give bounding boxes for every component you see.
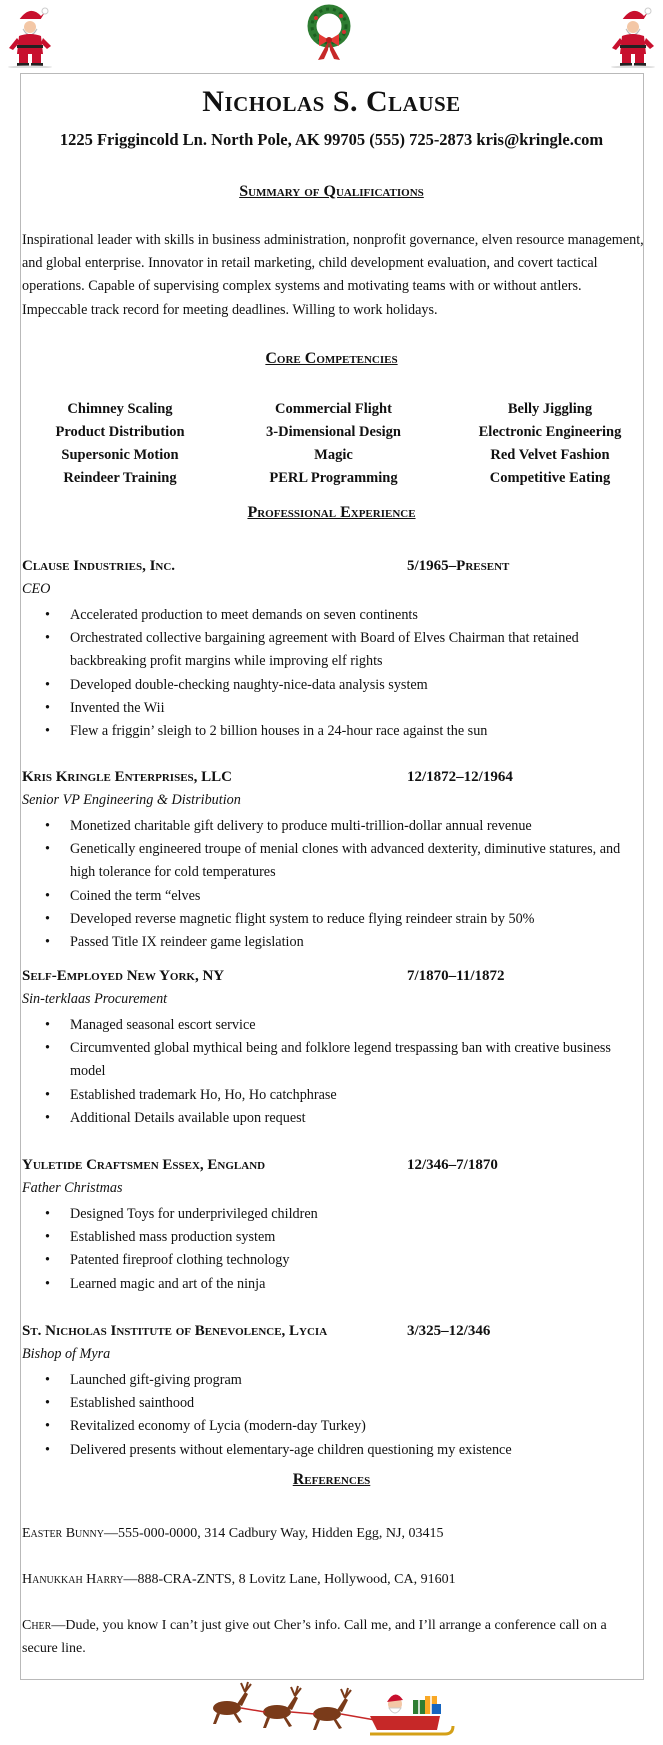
competency-item: Competitive Eating (489, 470, 611, 486)
competency-item: Electronic Engineering (478, 424, 622, 440)
santa-right-icon (608, 2, 658, 68)
job-bullet: • Learned magic and art of the ninja (70, 1273, 644, 1296)
sleigh-reindeer-icon (205, 1678, 475, 1743)
job-title: Senior VP Engineering & Distribution (22, 792, 241, 808)
job-bullet: • Flew a friggin’ sleigh to 2 billion houses in a 24-hour race against the sun (70, 720, 644, 743)
job-dates: 5/1965–Present (407, 558, 510, 574)
job-bullet: • Established sainthood (70, 1392, 644, 1415)
reference-name: Easter Bunny (22, 1526, 104, 1541)
job-title: CEO (22, 581, 51, 597)
job-bullet: • Accelerated production to meet demands on seven continents (70, 604, 644, 627)
job-title: Father Christmas (22, 1180, 123, 1196)
job-bullet: • Established mass production system (70, 1226, 644, 1249)
job-bullet: • Additional Details available upon request (70, 1107, 644, 1130)
competencies-heading: Core Competencies (265, 350, 398, 367)
job-bullet: • Managed seasonal escort service (70, 1014, 644, 1037)
references-heading: References (292, 1471, 371, 1488)
competency-item: 3-Dimensional Design (266, 424, 401, 440)
competency-item: Red Velvet Fashion (490, 447, 610, 463)
summary-heading: Summary of Qualifications (239, 183, 424, 200)
reference-name: Hanukkah Harry (22, 1572, 124, 1587)
job-bullet: • Launched gift-giving program (70, 1369, 644, 1392)
job-bullet: • Monetized charitable gift delivery to produce multi-trillion-dollar annual revenue (70, 815, 644, 838)
job-bullet: • Delivered presents without elementary-age children questioning my existence (70, 1439, 644, 1462)
reference-entry (22, 1568, 642, 1591)
job-dates: 12/346–7/1870 (407, 1157, 498, 1173)
summary-paragraph: Inspirational leader with skills in business administration, nonprofit governance, elven resource management, and global enterprise. Innovator in retail marketing, child development evaluation, and covert tactical operations. Capable of supervising complex systems and motivating teams with or without antlers. Impeccable track record for meeting deadlines. Willing to work holidays. (22, 232, 644, 318)
job-bullet: • Developed reverse magnetic flight system to reduce flying reindeer strain by 50% (70, 908, 644, 931)
job-bullet: • Patented fireproof clothing technology (70, 1249, 644, 1272)
job-bullets (22, 815, 644, 954)
job-bullet: • Coined the term “elves (70, 885, 644, 908)
reference-name: Cher (22, 1618, 52, 1633)
reference-details: —Dude, you know I can’t just give out Cher’s info. Call me, and I’ll arrange a conference call on a secure line. (22, 1618, 607, 1656)
competency-item: Chimney Scaling (67, 401, 173, 417)
competencies-column-2 (246, 398, 421, 490)
competencies-column-3 (465, 398, 635, 490)
reference-details: —888-CRA-ZNTS, 8 Lovitz Lane, Hollywood, CA, 91601 (123, 1572, 456, 1587)
competency-item: Product Distribution (55, 424, 185, 440)
job-company: Kris Kringle Enterprises, LLC (22, 769, 233, 785)
contact-line: 1225 Friggincold Ln. North Pole, AK 99705 (555) 725-2873 kris@kringle.com (59, 130, 604, 149)
job-company: Self-Employed New York, NY (22, 968, 225, 984)
job-company: Clause Industries, Inc. (22, 558, 176, 574)
reference-entry (22, 1614, 642, 1660)
wreath-icon (306, 4, 352, 64)
job-bullet: • Orchestrated collective bargaining agreement with Board of Elves Chairman that retained backbreaking profit margins while improving elf rights (70, 627, 644, 673)
job-dates: 12/1872–12/1964 (407, 769, 513, 785)
competencies-column-1 (45, 398, 195, 490)
job-bullet: • Designed Toys for underprivileged children (70, 1203, 644, 1226)
competency-item: Supersonic Motion (61, 447, 179, 463)
experience-heading: Professional Experience (247, 504, 416, 521)
competency-item: Commercial Flight (275, 401, 392, 417)
job-bullet: • Established trademark Ho, Ho, Ho catchphrase (70, 1084, 644, 1107)
job-dates: 3/325–12/346 (407, 1323, 491, 1339)
job-bullet: • Revitalized economy of Lycia (modern-day Turkey) (70, 1415, 644, 1438)
job-bullet: • Circumvented global mythical being and folklore legend trespassing ban with creative business model (70, 1037, 644, 1083)
competency-item: PERL Programming (269, 470, 398, 486)
job-bullet: • Developed double-checking naughty-nice-data analysis system (70, 674, 644, 697)
job-company: St. Nicholas Institute of Benevolence, Lycia (22, 1323, 328, 1339)
santa-left-icon (5, 2, 55, 68)
competency-item: Belly Jiggling (507, 401, 593, 417)
job-bullets (22, 1014, 644, 1130)
job-company: Yuletide Craftsmen Essex, England (22, 1157, 266, 1173)
job-bullets (22, 1369, 644, 1462)
reference-entry (22, 1522, 642, 1545)
job-title: Sin-terklaas Procurement (22, 991, 168, 1007)
job-bullets (22, 604, 644, 743)
job-bullet: • Genetically engineered troupe of menial clones with advanced dexterity, diminutive statures, and high tolerance for cold temperatures (70, 838, 644, 884)
competency-item: Reindeer Training (63, 470, 177, 486)
candidate-name: Nicholas S. Clause (202, 85, 461, 118)
reference-details: —555-000-0000, 314 Cadbury Way, Hidden Egg, NJ, 03415 (103, 1526, 444, 1541)
job-bullet: • Invented the Wii (70, 697, 644, 720)
job-bullet: • Passed Title IX reindeer game legislation (70, 931, 644, 954)
competency-item: Magic (314, 447, 353, 463)
job-title: Bishop of Myra (22, 1346, 111, 1362)
job-bullets (22, 1203, 644, 1296)
job-dates: 7/1870–11/1872 (407, 968, 505, 984)
